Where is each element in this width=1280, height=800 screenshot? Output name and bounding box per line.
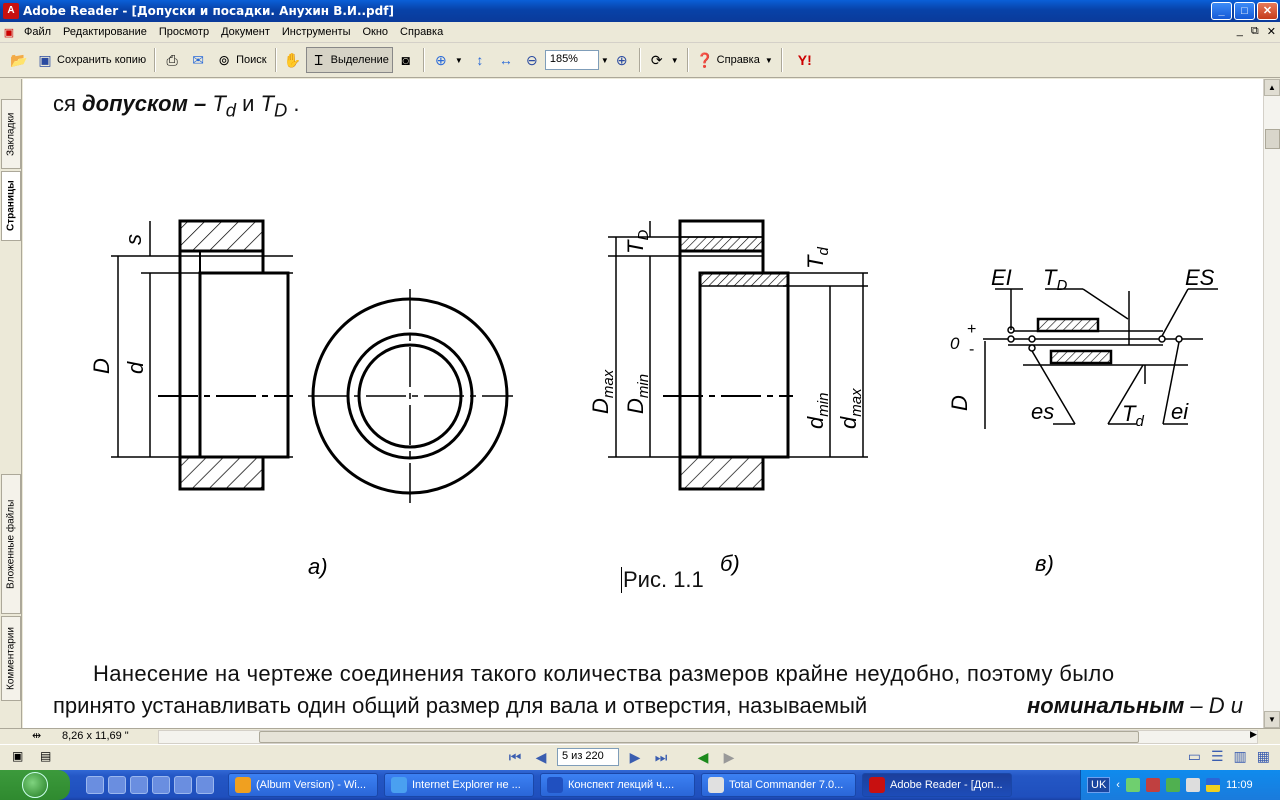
fig-b-label-TD: $T_D$ <box>623 229 652 254</box>
fig-b-label-Td: $T_d$ <box>803 247 832 269</box>
chevron-down-icon: ▼ <box>764 55 773 65</box>
fig-c-label-Td: $T_d$ <box>1122 401 1144 430</box>
menu-window[interactable]: Окно <box>362 26 389 38</box>
close-button[interactable]: ✕ <box>1257 2 1278 20</box>
select-tool-button[interactable] <box>306 47 393 73</box>
taskbar <box>0 770 1280 800</box>
layout-icon[interactable]: ⇹ <box>32 730 42 742</box>
minimize-button[interactable]: _ <box>1211 2 1232 20</box>
doc-paragraph-line-1: Нанесение на чертеже соединения такого количества размеров крайне неудобно, поэтому было <box>93 661 1115 686</box>
fit-page-button[interactable] <box>467 47 493 73</box>
menu-tools[interactable]: Инструменты <box>281 26 351 38</box>
show-desktop-icon[interactable] <box>86 776 104 794</box>
previous-page-icon[interactable]: ◀ <box>535 748 547 765</box>
rotate-pages-icon: ⟳ <box>650 51 663 68</box>
menu-bar <box>0 22 1280 43</box>
fig-a-label-s: s <box>121 234 146 245</box>
facing-view-icon[interactable]: ▥ <box>1233 748 1247 764</box>
zoom-in-button[interactable] <box>609 47 635 73</box>
horizontal-bar <box>0 728 1280 744</box>
messenger-icon[interactable] <box>130 776 148 794</box>
floppy-icon: ▣ <box>38 51 52 68</box>
fig-a-label-D: D <box>89 358 114 374</box>
select-label: Выделение <box>330 54 389 66</box>
term-nominal: номинальным <box>1026 693 1185 718</box>
ie-icon <box>391 777 407 793</box>
fig-c-label-plus: + <box>967 321 977 338</box>
toolbar-separator <box>154 48 155 72</box>
doc-close-icon[interactable]: ✕ <box>1266 26 1276 38</box>
task-total-commander[interactable]: Total Commander 7.0... <box>701 773 856 797</box>
fig-b-label-Dmax: $D_{max}$ <box>588 369 617 414</box>
document-view[interactable] <box>23 79 1263 728</box>
doc-restore-icon[interactable]: ⧉ <box>1250 25 1259 37</box>
search-label: Поиск <box>236 54 267 66</box>
save-copy-label: Сохранить копию <box>57 54 147 66</box>
text-cursor-icon: Ɪ <box>314 51 323 68</box>
zoom-tool-button[interactable] <box>428 47 467 73</box>
horizontal-scroll-track[interactable] <box>158 730 1258 744</box>
fig-a-label-d: d <box>123 361 148 374</box>
menu-document[interactable]: Документ <box>221 26 270 38</box>
fig-c-label-minus: - <box>969 341 975 358</box>
figure-1-1 <box>23 199 1263 619</box>
forward-view-icon[interactable]: ▶ <box>723 748 735 765</box>
task-word-document[interactable]: Конспект лекций ч.... <box>540 773 695 797</box>
help-circle-icon: ❓ <box>695 51 714 68</box>
help-label: Справка <box>716 54 760 66</box>
word-icon <box>547 777 563 793</box>
fig-caption-a: а) <box>308 554 328 579</box>
fig-c-label-EI: EI <box>991 265 1012 290</box>
title-bar <box>0 0 1280 22</box>
fig-c-shaft-zone <box>1051 351 1111 363</box>
task-internet-explorer[interactable]: Internet Explorer не ... <box>384 773 534 797</box>
term-tolerance: допуском – <box>82 91 207 116</box>
fig-c-label-TD: $T_D$ <box>1043 265 1068 294</box>
fig-b-hole-bottom-wall <box>680 457 763 489</box>
fig-a-hole-top-wall <box>180 221 263 251</box>
doc-line-top: ся допуском – $T_d$ и $T_D$ . <box>53 91 300 121</box>
fig-c-label-D: D <box>947 395 972 411</box>
quick-app-icon[interactable] <box>152 776 170 794</box>
menu-view[interactable]: Просмотр <box>158 26 210 38</box>
vertical-scroll-thumb[interactable] <box>1265 129 1280 149</box>
page-number-input[interactable]: 5 из 220 <box>557 748 619 766</box>
doc-minimize-icon[interactable]: _ <box>1236 25 1243 37</box>
system-tray <box>1080 770 1280 800</box>
doc-paragraph-line-2: принято устанавливать один общий размер для вала и отверстия, называемый номинальным – D и <box>53 693 1243 718</box>
scroll-up-icon[interactable]: ▲ <box>1264 79 1280 96</box>
fit-page-icon: ↕ <box>476 52 484 68</box>
snapshot-button[interactable] <box>393 47 419 73</box>
fit-width-button[interactable] <box>493 47 519 73</box>
toolbar-separator <box>639 48 640 72</box>
chevron-down-icon: ▼ <box>454 55 463 65</box>
page-navigation-bar <box>0 744 1280 770</box>
continuous-facing-view-icon[interactable]: ▦ <box>1256 748 1270 764</box>
next-page-icon[interactable]: ▶ <box>629 748 641 765</box>
chevron-down-icon: ▼ <box>670 55 679 65</box>
maximize-button[interactable]: □ <box>1234 2 1255 20</box>
windows-orb-icon <box>22 772 48 798</box>
panel-toggle-2-icon[interactable]: ▤ <box>40 749 52 763</box>
fig-c-label-ES: ES <box>1185 265 1215 290</box>
language-indicator[interactable]: UK <box>1087 777 1110 793</box>
first-page-icon[interactable]: ⏮ <box>508 748 522 765</box>
adobe-reader-icon: A <box>3 3 19 19</box>
menu-edit[interactable]: Редактирование <box>63 26 147 38</box>
scroll-right-icon[interactable]: ▶ <box>1250 729 1257 739</box>
tab-bookmarks[interactable]: Закладки <box>1 99 21 169</box>
media-player-icon <box>235 777 251 793</box>
toolbar-separator <box>423 48 424 72</box>
fig-a-shaft <box>200 273 288 457</box>
hand-tool-button[interactable] <box>280 47 306 73</box>
fig-b-label-Dmin: $D_{min}$ <box>623 373 652 414</box>
folder-open-icon: 📂 <box>10 51 28 68</box>
fig-c-label-es: es <box>1031 399 1055 424</box>
adobe-reader-task-icon <box>869 777 885 793</box>
fig-c-hole-zone <box>1038 319 1098 331</box>
task-adobe-reader[interactable]: Adobe Reader - [Доп... <box>862 773 1012 797</box>
toolbar-separator <box>275 48 276 72</box>
email-button[interactable] <box>185 47 211 73</box>
internet-explorer-icon[interactable] <box>108 776 126 794</box>
vertical-scrollbar[interactable] <box>1263 79 1280 728</box>
quick-app-2-icon[interactable] <box>174 776 192 794</box>
rotate-button[interactable] <box>644 47 683 73</box>
fig-b-shaft <box>700 273 788 457</box>
fig-b-label-dmax: $d_{max}$ <box>836 388 865 429</box>
open-button[interactable] <box>6 47 32 73</box>
tab-pages[interactable]: Страницы <box>1 171 21 241</box>
minus-circle-icon: ⊖ <box>525 51 538 68</box>
navigation-pane <box>0 79 22 744</box>
tray-volume-icon[interactable] <box>1186 778 1200 792</box>
plus-circle-icon: ⊕ <box>615 51 628 68</box>
zoom-dropdown-icon[interactable]: ▼ <box>600 55 609 65</box>
search-button[interactable] <box>211 47 270 73</box>
tray-app-icon[interactable] <box>1166 778 1180 792</box>
menu-help[interactable]: Справка <box>400 26 444 38</box>
quick-app-3-icon[interactable] <box>196 776 214 794</box>
camera-icon: ◙ <box>401 52 411 68</box>
pdf-doc-icon: ▣ <box>3 26 15 39</box>
fig-a-hole-bottom-wall <box>180 457 263 489</box>
printer-icon: ⎙ <box>166 51 178 68</box>
yahoo-toolbar-button[interactable] <box>786 47 824 73</box>
continuous-view-icon[interactable]: ☰ <box>1210 748 1224 764</box>
hand-icon: ✋ <box>283 51 302 68</box>
print-button[interactable] <box>159 47 185 73</box>
tab-attachments[interactable]: Вложенные файлы <box>1 474 21 614</box>
back-view-icon[interactable]: ◀ <box>697 748 709 765</box>
binoculars-icon: ⊚ <box>218 51 230 68</box>
zoom-out-button[interactable] <box>519 47 545 73</box>
quick-launch <box>86 776 214 794</box>
tray-flag-icon[interactable] <box>1206 778 1220 792</box>
fig-caption-b: б) <box>720 551 740 576</box>
help-button[interactable] <box>692 47 777 73</box>
figure-title: Рис. 1.1 <box>623 567 704 592</box>
panel-toggle-icon[interactable]: ▣ <box>12 749 24 763</box>
page-size-label: 8,26 x 11,69 " <box>62 730 129 742</box>
toolbar-separator <box>781 48 782 72</box>
tab-comments[interactable]: Комментарии <box>1 616 21 701</box>
last-page-icon[interactable]: ⏭ <box>654 748 668 765</box>
fig-c-label-zero: 0 <box>950 334 960 353</box>
scroll-down-icon[interactable]: ▼ <box>1264 711 1280 728</box>
start-button[interactable] <box>0 770 70 800</box>
save-copy-button[interactable] <box>32 47 150 73</box>
zoom-in-magnifier-icon: ⊕ <box>435 51 447 68</box>
tray-security-icon[interactable] <box>1146 778 1160 792</box>
menu-file[interactable]: Файл <box>24 26 52 38</box>
fig-b-label-dmin: $d_{min}$ <box>803 392 832 429</box>
total-commander-icon <box>708 777 724 793</box>
toolbar-separator <box>687 48 688 72</box>
toolbar <box>0 43 1280 78</box>
zoom-input[interactable]: 185% <box>545 50 599 70</box>
fig-caption-c: в) <box>1035 551 1054 576</box>
single-page-view-icon[interactable]: ▭ <box>1187 748 1201 764</box>
yahoo-logo-icon: Y! <box>797 52 812 68</box>
fit-width-icon: ↔ <box>498 52 513 68</box>
tray-network-icon[interactable] <box>1126 778 1140 792</box>
tray-expand-icon[interactable]: ‹ <box>1116 779 1120 791</box>
horizontal-scroll-thumb[interactable] <box>259 731 1139 743</box>
window-title: Adobe Reader - [Допуски и посадки. Анухин В.И..pdf] <box>23 4 394 18</box>
email-icon: ✉ <box>192 51 204 68</box>
task-media-player[interactable]: (Album Version) - Wi... <box>228 773 378 797</box>
fig-c-label-ei: ei <box>1171 399 1189 424</box>
clock[interactable]: 11:09 <box>1225 779 1253 791</box>
